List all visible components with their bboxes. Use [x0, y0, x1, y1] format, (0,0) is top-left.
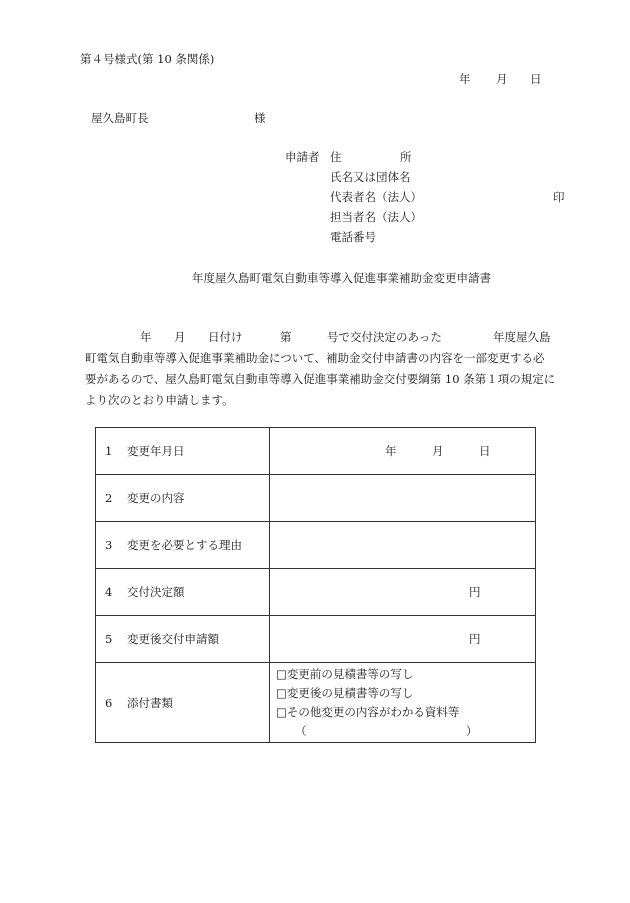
address-char-1: 住 — [330, 150, 342, 164]
body-line-1 — [85, 326, 555, 348]
other-details-field[interactable] — [270, 722, 535, 741]
form-number: 第４号様式(第 10 条関係) — [80, 52, 215, 66]
row-label-change-content: 2 変更の内容 — [96, 475, 270, 522]
document-title: 年度屋久島町電気自動車等導入促進事業補助金変更申請書 — [192, 271, 491, 285]
applicant-representative-label: 代表者名（法人） — [330, 190, 422, 204]
row-label-grant-amount: 4 交付決定額 — [96, 569, 270, 616]
cell-day: 日 — [479, 444, 491, 458]
paren-close: ） — [466, 723, 478, 738]
row-label-change-date: 1 変更年月日 — [96, 428, 270, 475]
change-content-field[interactable] — [270, 475, 536, 522]
body-line-2: 町電気自動車等導入促進事業補助金について、補助金交付申請書の内容を一部変更する必 — [85, 351, 545, 365]
yen-unit: 円 — [469, 632, 481, 646]
attachments-cell — [270, 663, 536, 743]
row-label-revised-amount: 5 変更後交付申請額 — [96, 616, 270, 663]
applicant-phone-label: 電話番号 — [330, 230, 376, 244]
date-month: 月 — [496, 72, 508, 86]
row-label-attachments: 6 添付書類 — [96, 663, 270, 743]
body-number-suffix: 号で交付決定のあった — [327, 330, 442, 344]
addressee-honorific: 様 — [254, 111, 266, 125]
seal-mark: 印 — [553, 190, 565, 204]
body-date-of: 日付け — [208, 330, 243, 344]
revised-amount-field[interactable] — [270, 616, 536, 663]
date-year: 年 — [459, 72, 471, 86]
change-date-field[interactable] — [270, 428, 536, 475]
change-reason-field[interactable] — [270, 522, 536, 569]
table-row — [96, 428, 536, 475]
attachment-checkbox-before[interactable]: □変更前の見積書等の写し — [276, 666, 414, 681]
applicant-address — [330, 149, 412, 165]
change-request-table — [95, 427, 536, 743]
table-row — [96, 475, 536, 522]
cell-year: 年 — [385, 444, 397, 458]
body-line-3: 要があるので、屋久島町電気自動車等導入促進事業補助金交付要綱第 10 条第１項の規定に — [85, 372, 556, 386]
body-fiscal-year: 年度屋久島 — [493, 330, 551, 344]
grant-amount-field[interactable] — [270, 569, 536, 616]
body-number-prefix: 第 — [280, 330, 292, 344]
body-line-4: より次のとおり申請します。 — [85, 393, 234, 407]
applicant-contact-label: 担当者名（法人） — [330, 210, 422, 224]
table-row — [96, 522, 536, 569]
paren-open: （ — [295, 723, 307, 738]
applicant-label: 申請者 — [285, 150, 320, 164]
attachment-checkbox-other[interactable]: □その他変更の内容がわかる資料等 — [276, 704, 460, 719]
address-char-2: 所 — [400, 150, 412, 164]
applicant-name-label: 氏名又は団体名 — [330, 170, 411, 184]
yen-unit: 円 — [469, 585, 481, 599]
row-label-change-reason: 3 変更を必要とする理由 — [96, 522, 270, 569]
body-month: 月 — [174, 330, 186, 344]
date-day: 日 — [530, 72, 542, 86]
table-row — [96, 663, 536, 743]
attachment-checkbox-after[interactable]: □変更後の見積書等の写し — [276, 685, 414, 700]
table-row — [96, 616, 536, 663]
table-row — [96, 569, 536, 616]
addressee-name: 屋久島町長 — [91, 111, 149, 125]
body-year: 年 — [140, 330, 152, 344]
cell-month: 月 — [432, 444, 444, 458]
